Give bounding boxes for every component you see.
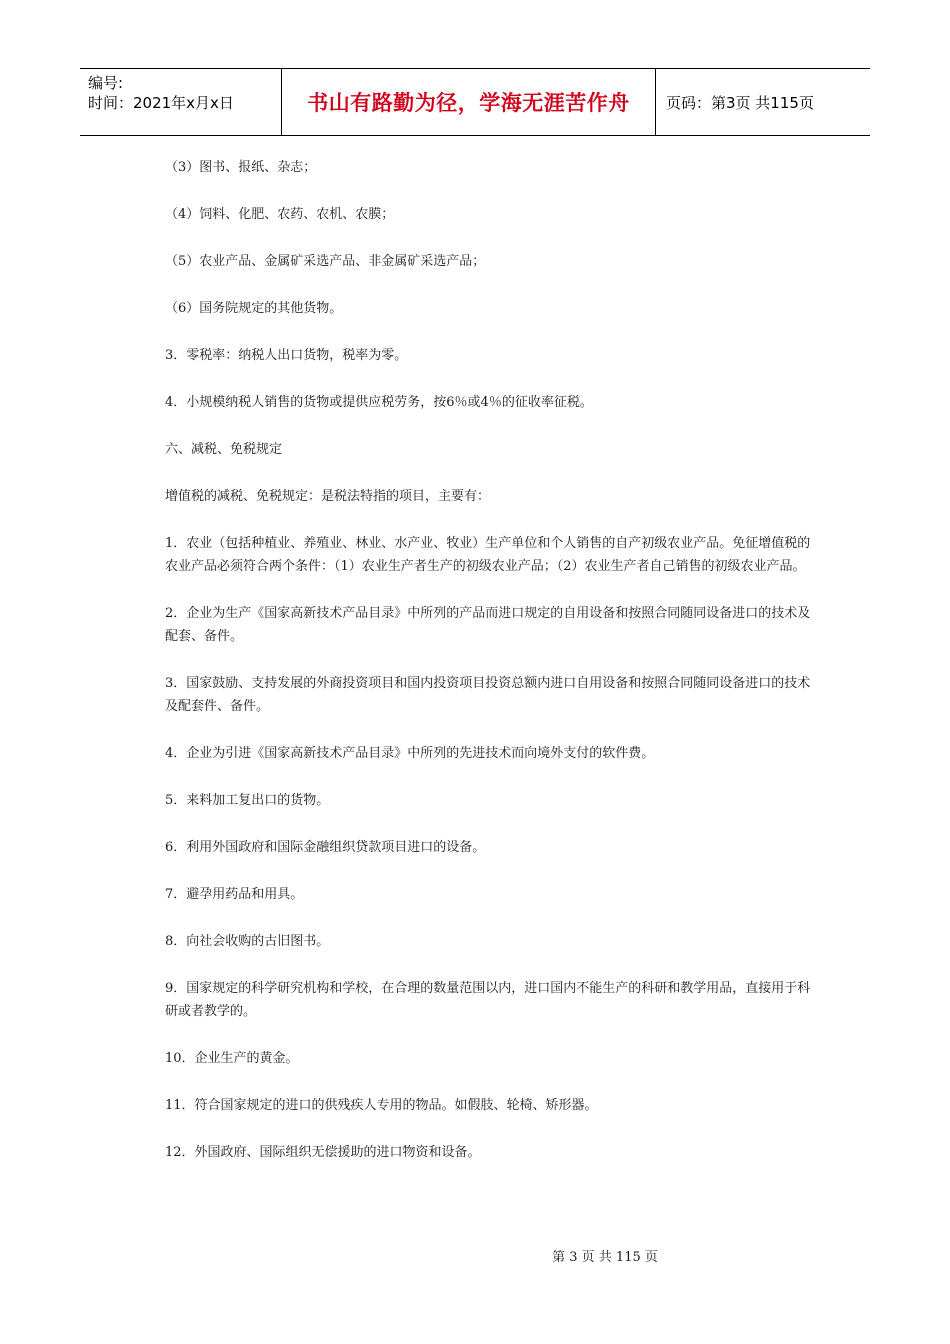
paragraph: 4．企业为引进《国家高新技术产品目录》中所列的先进技术而向境外支付的软件费。 [165, 746, 655, 761]
paragraph: 6．利用外国政府和国际金融组织贷款项目进口的设备。 [165, 840, 486, 855]
document-number-label: 编号: [88, 74, 124, 92]
paragraph: 10．企业生产的黄金。 [165, 1051, 299, 1066]
paragraph: 1．农业（包括种植业、养殖业、林业、水产业、牧业）生产单位和个人销售的自产初级农业产品。免征增值税的农业产品必须符合两个条件：（1）农业生产者生产的初级农业产品；（2）农业生产者自己销售的初级农业产品。 [165, 536, 811, 574]
paragraph: 7．避孕用药品和用具。 [165, 887, 304, 902]
document-time-label: 时间：2021年x月x日 [88, 94, 234, 112]
paragraph: 增值税的减税、免税规定：是税法特指的项目，主要有： [165, 489, 491, 504]
footer-page-number: 第 3 页 共 115 页 [552, 1250, 658, 1265]
section-heading: 六、减税、免税规定 [165, 442, 283, 457]
document-body [165, 156, 815, 1188]
paragraph: 12．外国政府、国际组织无偿援助的进口物资和设备。 [165, 1145, 481, 1160]
paragraph: 11．符合国家规定的进口的供残疾人专用的物品。如假肢、轮椅、矫形器。 [165, 1098, 598, 1113]
header-meta [80, 69, 282, 135]
paragraph: 8．向社会收购的古旧图书。 [165, 934, 330, 949]
paragraph: 9．国家规定的科学研究机构和学校，在合理的数量范围以内，进口国内不能生产的科研和教学用品，直接用于科研或者教学的。 [165, 981, 811, 1019]
paragraph: （3）图书、报纸、杂志； [165, 160, 317, 175]
paragraph: （5）农业产品、金属矿采选产品、非金属矿采选产品； [165, 254, 486, 269]
paragraph: 2．企业为生产《国家高新技术产品目录》中所列的产品而进口规定的自用设备和按照合同随同设备进口的技术及配套、备件。 [165, 606, 811, 644]
paragraph: 3．零税率：纳税人出口货物，税率为零。 [165, 348, 408, 363]
paragraph: （6）国务院规定的其他货物。 [165, 301, 343, 316]
header-motto: 书山有路勤为径，学海无涯苦作舟 [282, 69, 656, 135]
paragraph: 3．国家鼓励、支持发展的外商投资项目和国内投资项目投资总额内进口自用设备和按照合同随同设备进口的技术及配套件、备件。 [165, 676, 811, 714]
page-footer [0, 1246, 950, 1265]
page-header [80, 68, 870, 136]
paragraph: 5．来料加工复出口的货物。 [165, 793, 330, 808]
header-page-number: 页码：第3页 共115页 [666, 93, 814, 112]
paragraph: 4．小规模纳税人销售的货物或提供应税劳务，按6％或4％的征收率征税。 [165, 395, 593, 410]
paragraph: （4）饲料、化肥、农药、农机、农膜； [165, 207, 395, 222]
